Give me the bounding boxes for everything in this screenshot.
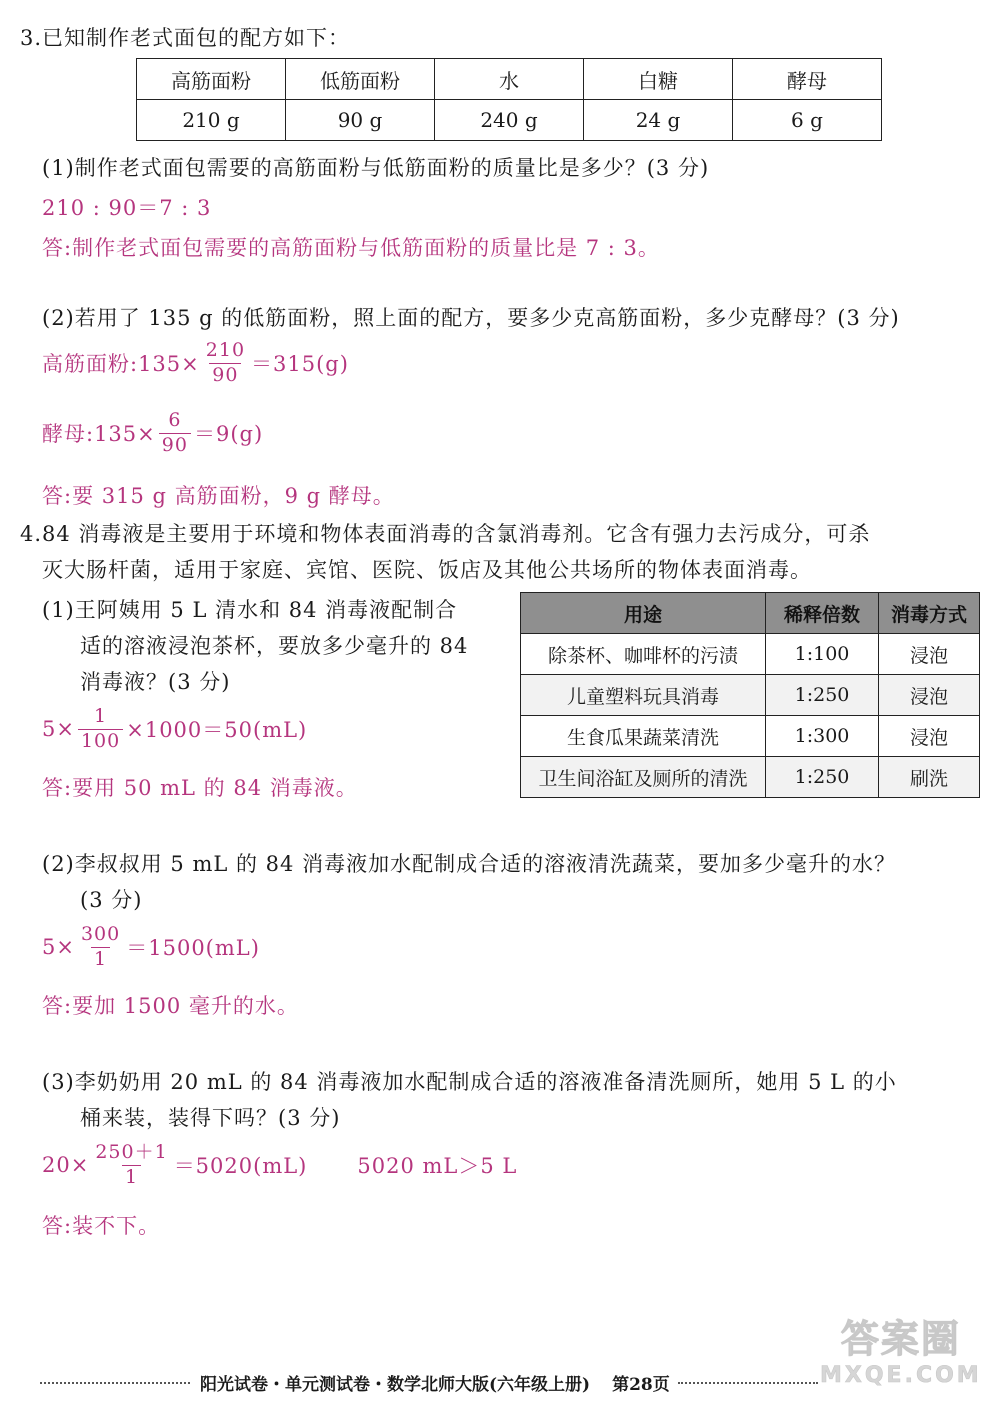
table-header-cell: 低筋面粉 [286, 59, 435, 100]
fraction-denominator: 90 [159, 433, 191, 457]
table-cell: 1:250 [766, 675, 879, 716]
table-header-cell: 用途 [521, 593, 766, 634]
footer-dots-right [678, 1381, 818, 1384]
calc-comparison: 5020 mL＞5 L [357, 1154, 518, 1179]
q4-p3-question-line2: 桶来装，装得下吗？(3 分) [80, 1106, 341, 1130]
q4-p1-question-line2: 适的溶液浸泡茶杯，要放多少毫升的 84 [80, 634, 469, 658]
table-header-cell: 高筋面粉 [137, 59, 286, 100]
calc-prefix: 5× [42, 935, 75, 960]
q4-p3-answer: 答:装不下。 [42, 1214, 161, 1238]
table-header-cell: 消毒方式 [879, 593, 980, 634]
table-cell: 240 g [435, 100, 584, 141]
calc-suffix: ＝315(g) [251, 352, 349, 377]
q4-intro-line2: 灭大肠杆菌，适用于家庭、宾馆、医院、饭店及其他公共场所的物体表面消毒。 [42, 558, 812, 582]
table-cell: 浸泡 [879, 716, 980, 757]
recipe-table [136, 58, 882, 141]
footer-title: 阳光试卷・单元测试卷・数学北师大版(六年级上册) [200, 1375, 591, 1395]
q3-p2-question: (2)若用了 135 g 的低筋面粉，照上面的配方，要多少克高筋面粉，多少克酵母？(3 分) [42, 306, 900, 330]
q4-p3-question-line1: (3)李奶奶用 20 mL 的 84 消毒液加水配制成合适的溶液准备清洗厕所，她用 5 L 的小 [42, 1070, 897, 1094]
table-cell: 卫生间浴缸及厕所的清洗 [521, 757, 766, 798]
q3-p1-question: (1)制作老式面包需要的高筋面粉与低筋面粉的质量比是多少？(3 分) [42, 156, 710, 180]
table-cell: 1:250 [766, 757, 879, 798]
table-cell: 浸泡 [879, 634, 980, 675]
page-number: 第28页 [612, 1375, 670, 1395]
calc-suffix: ＝1500(mL) [126, 936, 260, 961]
footer-dots-left [40, 1381, 190, 1384]
fraction-numerator: 6 [168, 409, 182, 431]
table-row [521, 757, 980, 798]
fraction-numerator: 300 [80, 923, 121, 945]
disinfectant-table [520, 592, 980, 798]
disinfectant-table-header-row [521, 593, 980, 634]
watermark-line1: 答案圈 [840, 1317, 961, 1361]
q4-p2-answer: 答:要加 1500 毫升的水。 [42, 994, 299, 1018]
calc-prefix: 20× [42, 1153, 90, 1178]
fraction-numerator: 210 [205, 339, 246, 361]
calc-suffix: ×1000＝50(mL) [126, 718, 308, 743]
q3-title: 3.已知制作老式面包的配方如下： [20, 26, 351, 50]
fraction-numerator: 250＋1 [95, 1141, 168, 1163]
fraction [159, 410, 191, 457]
q3-p1-answer: 答:制作老式面包需要的高筋面粉与低筋面粉的质量比是 7 : 3。 [42, 236, 660, 260]
table-cell: 6 g [733, 100, 882, 141]
table-cell: 儿童塑料玩具消毒 [521, 675, 766, 716]
q4-p2-calc [42, 924, 260, 971]
q4-p3-calc [42, 1142, 517, 1189]
fraction [78, 706, 123, 753]
fraction-denominator: 100 [78, 729, 123, 753]
watermark-line2: MXQE.COM [820, 1363, 982, 1388]
recipe-table-header-row [137, 59, 882, 100]
q4-intro-line1: 4.84 消毒液是主要用于环境和物体表面消毒的含氯消毒剂。它含有强力去污成分，可杀 [20, 522, 871, 546]
table-header-cell: 水 [435, 59, 584, 100]
fraction-denominator: 90 [209, 363, 241, 387]
q4-p1-answer: 答:要用 50 mL 的 84 消毒液。 [42, 776, 358, 800]
table-cell: 1:300 [766, 716, 879, 757]
table-header-cell: 白糖 [584, 59, 733, 100]
watermark-logo [820, 1308, 982, 1388]
table-cell: 210 g [137, 100, 286, 141]
calc-prefix: 酵母:135× [42, 422, 156, 447]
table-cell: 生食瓜果蔬菜清洗 [521, 716, 766, 757]
q4-p1-question-line3: 消毒液？(3 分) [80, 670, 231, 694]
fraction-denominator: 1 [91, 947, 110, 971]
calc-suffix: ＝9(g) [193, 422, 264, 447]
table-cell: 刷洗 [879, 757, 980, 798]
fraction-numerator: 1 [94, 705, 108, 727]
q3-p2-calc1 [42, 340, 349, 387]
recipe-table-value-row [137, 100, 882, 141]
table-cell: 除茶杯、咖啡杯的污渍 [521, 634, 766, 675]
calc-prefix: 5× [42, 717, 75, 742]
q4-p1-question-line1: (1)王阿姨用 5 L 清水和 84 消毒液配制合 [42, 598, 458, 622]
q3-p2-answer: 答:要 315 g 高筋面粉，9 g 酵母。 [42, 484, 395, 508]
calc-suffix: ＝5020(mL) [173, 1154, 308, 1179]
fraction [78, 924, 123, 971]
q4-p1-calc [42, 706, 307, 753]
fraction [92, 1142, 170, 1189]
calc-prefix: 高筋面粉:135× [42, 352, 200, 377]
q4-p2-question-line1: (2)李叔叔用 5 mL 的 84 消毒液加水配制成合适的溶液清洗蔬菜，要加多少毫升的水？ [42, 852, 897, 876]
table-cell: 1:100 [766, 634, 879, 675]
table-row [521, 634, 980, 675]
q3-p1-calc: 210 : 90＝7 : 3 [42, 196, 212, 220]
table-cell: 浸泡 [879, 675, 980, 716]
fraction-denominator: 1 [122, 1165, 141, 1189]
q3-p2-calc2 [42, 410, 263, 457]
q4-p2-question-line2: (3 分) [80, 888, 143, 912]
table-row [521, 716, 980, 757]
fraction [203, 340, 248, 387]
table-cell: 24 g [584, 100, 733, 141]
table-header-cell: 酵母 [733, 59, 882, 100]
table-cell: 90 g [286, 100, 435, 141]
table-row [521, 675, 980, 716]
table-header-cell: 稀释倍数 [766, 593, 879, 634]
page-footer [40, 1370, 818, 1395]
